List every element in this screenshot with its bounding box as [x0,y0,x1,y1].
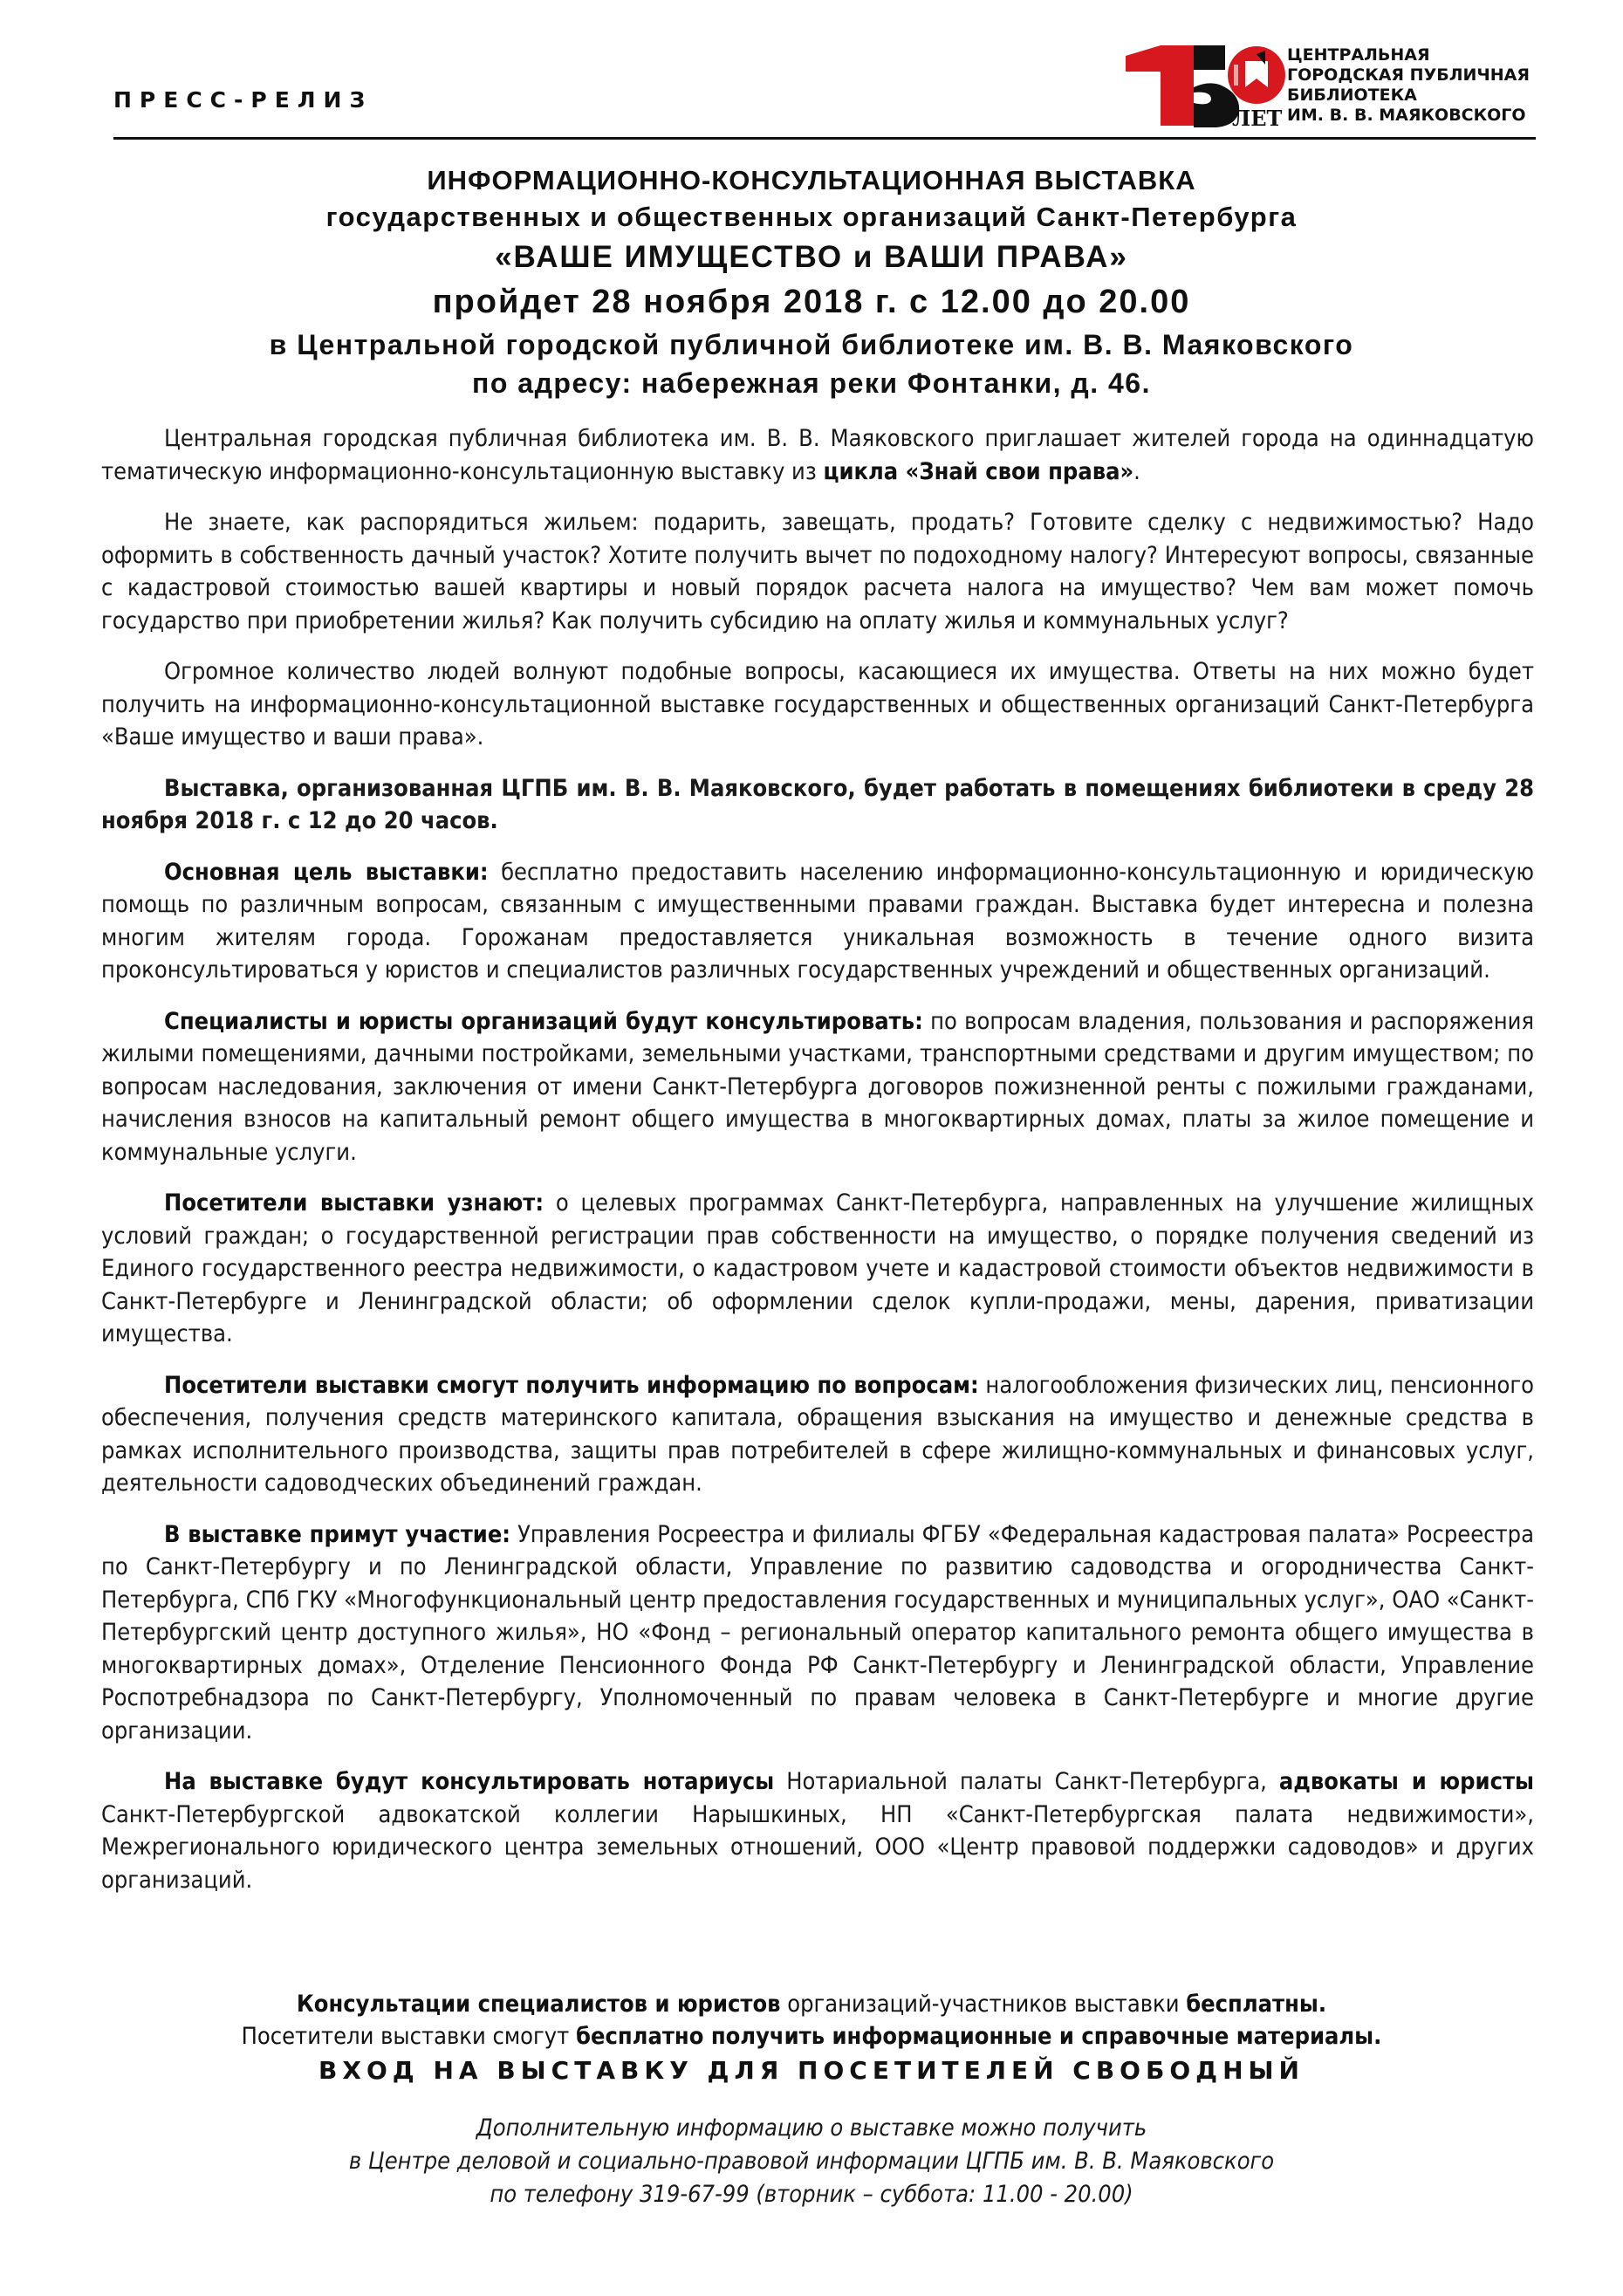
contact-info [96,2112,1527,2211]
free-entry-notice: ВХОД НА ВЫСТАВКУ ДЛЯ ПОСЕТИТЕЛЕЙ СВОБОДНЫЙ [318,2056,1305,2085]
paragraph-participants: В выставке примут участие: Управления Росреестра и филиалы ФГБУ «Федеральная кадастровая палата» Росреестра по Санкт-Петербургу и по Ленинградской области, Управление по развитию садоводства и огородничества Санкт-Петербурга, СПб ГКУ «Многофункциональный центр предоставления государственных и муниципальных услуг», ОАО «Санкт-Петербургский центр доступного жилья», НО «Фонд – региональный оператор капитального ремонта общего имущества в многоквартирных домах», Отделение Пенсионного Фонда РФ Санкт-Петербургу и Ленинградской области, Управление Роспотребнадзора по Санкт-Петербургу, Уполномоченный по правам человека в Санкт-Петербурге и многие другие организации. [101,1520,1534,1744]
logo-line: ИМ. В. В. МАЯКОВСКОГО [1287,106,1526,125]
logo-line: ЦЕНТРАЛЬНАЯ [1287,45,1430,65]
paragraph-notaries-lawyers: На выставке будут консультировать нотариусы Нотариальной палаты Санкт-Петербурга, адвокаты и юристы Санкт-Петербургской адвокатской коллегии Нарышкиных, НП «Санкт-Петербургская палата недвижимости», Межрегионального юридического центра земельных отношений, ООО «Центр правовой поддержки садоводов» и других организаций. [101,1768,1535,1894]
free-consultations-line: Консультации специалистов и юристов организаций-участников выставки бесплатны. [296,1991,1327,2018]
free-materials-line: Посетители выставки смогут бесплатно получить информационные и справочные материалы. [241,2023,1382,2050]
body-text [101,422,1534,1915]
contact-line: в Центре деловой и социально-правовой информации ЦГПБ им. В. В. Маяковского [348,2148,1275,2175]
title-exhibition-type: ИНФОРМАЦИОННО-КОНСУЛЬТАЦИОННАЯ ВЫСТАВКА [427,165,1196,195]
paragraph-questions: Не знаете, как распорядиться жильем: подарить, завещать, продать? Готовите сделку с недвижимостью? Надо оформить в собственность дачный участок? Хотите получить вычет по подоходному налогу? Интересуют вопросы, связанные с кадастровой стоимостью вашей квартиры и новый порядок расчета налога на имущество? Чем вам может помочь государство при приобретении жилья? Как получить субсидию на оплату жилья и коммунальных услуг? [101,509,1534,634]
paragraph-visitors-learn: Посетители выставки узнают: о целевых программах Санкт-Петербурга, направленных на улучшение жилищных условий граждан; о государственной регистрации прав собственности на имущество, о порядке получения сведений из Единого государственного реестра недвижимости, о кадастровом учете и кадастровой стоимости объектов недвижимости в Санкт-Петербурге и Ленинградской области; об оформлении сделок купли-продажи, мены, дарения, приватизации имущества. [101,1189,1534,1347]
logo-line: ГОРОДСКАЯ ПУБЛИЧНАЯ [1287,65,1530,85]
title-date-time: пройдет 28 ноября 2018 г. с 12.00 до 20.00 [432,284,1191,320]
paragraph-visitors-info: Посетители выставки смогут получить информацию по вопросам: налогообложения физических лиц, пенсионного обеспечения, получения средств материнского капитала, обращения взыскания на имущество и денежные средства в рамках исполнительного производства, защиты прав потребителей в сфере жилищно-коммунальных и финансовых услуг, деятельности садоводческих объединений граждан. [101,1371,1534,1497]
title-address: по адресу: набережная реки Фонтанки, д. 46. [472,367,1151,399]
closing-notes [96,1988,1527,2053]
library-150-logo [1126,42,1530,129]
header-divider [113,137,1536,140]
paragraph-main-goal: Основная цель выставки: бесплатно предоставить населению информационно-консультационную и юридическую помощь по различным вопросам, связанным с имущественными правами граждан. Выставка будет интересна и полезна многим жителям города. Горожанам предоставляется уникальная возможность в течение одного визита проконсультироваться у юристов и специалистов различных государственных учреждений и общественных организаций. [101,858,1534,984]
logo-years-text: ЛЕТ [1232,106,1283,129]
press-release-label: ПРЕСС-РЕЛИЗ [113,87,373,113]
title-organizations: государственных и общественных организаций Санкт-Петербурга [325,202,1298,232]
title-venue: в Центральной городской публичной библиотеке им. В. В. Маяковского [269,329,1354,360]
paragraph-consultation-topics: Специалисты и юристы организаций будут консультировать: по вопросам владения, пользования и распоряжения жилыми помещениями, дачными постройками, земельными участками, транспортными средствами и другим имуществом; по вопросам наследования, заключения от имени Санкт-Петербурга договоров пожизненной ренты с пожилыми гражданами, начисления взносов на капитальный ремонт общего имущества в многоквартирных домах, платы за жилое помещение и коммунальные услуги. [101,1007,1534,1166]
paragraph-answers: Огромное количество людей волнуют подобные вопросы, касающиеся их имущества. Ответы на них можно будет получить на информационно-консультационной выставке государственных и общественных организаций Санкт-Петербурга «Ваше имущество и ваши права». [101,658,1534,750]
logo-library-name [1287,45,1530,126]
paragraph-invitation: Центральная городская публичная библиотека им. В. В. Маяковского приглашает жителей города на одиннадцатую тематическую информационно-консультационную выставку из цикла «Знай свои права». [101,425,1534,485]
contact-line: Дополнительную информацию о выставке можно получить [476,2114,1147,2142]
cycle-name: цикла «Знай свои права» [823,457,1134,485]
title-block [96,162,1527,401]
contact-phone-line: по телефону 319-67-99 (вторник – суббота: 11.00 - 20.00) [490,2181,1133,2208]
logo-line: БИБЛИОТЕКА [1287,86,1417,105]
logo-150-emblem-icon [1126,42,1287,129]
title-exhibition-name: «ВАШЕ ИМУЩЕСТВО и ВАШИ ПРАВА» [495,240,1128,274]
paragraph-schedule: Выставка, организованная ЦГПБ им. В. В. Маяковского, будет работать в помещениях библиотеки в среду 28 ноября 2018 г. с 12 до 20 часов. [101,774,1534,834]
